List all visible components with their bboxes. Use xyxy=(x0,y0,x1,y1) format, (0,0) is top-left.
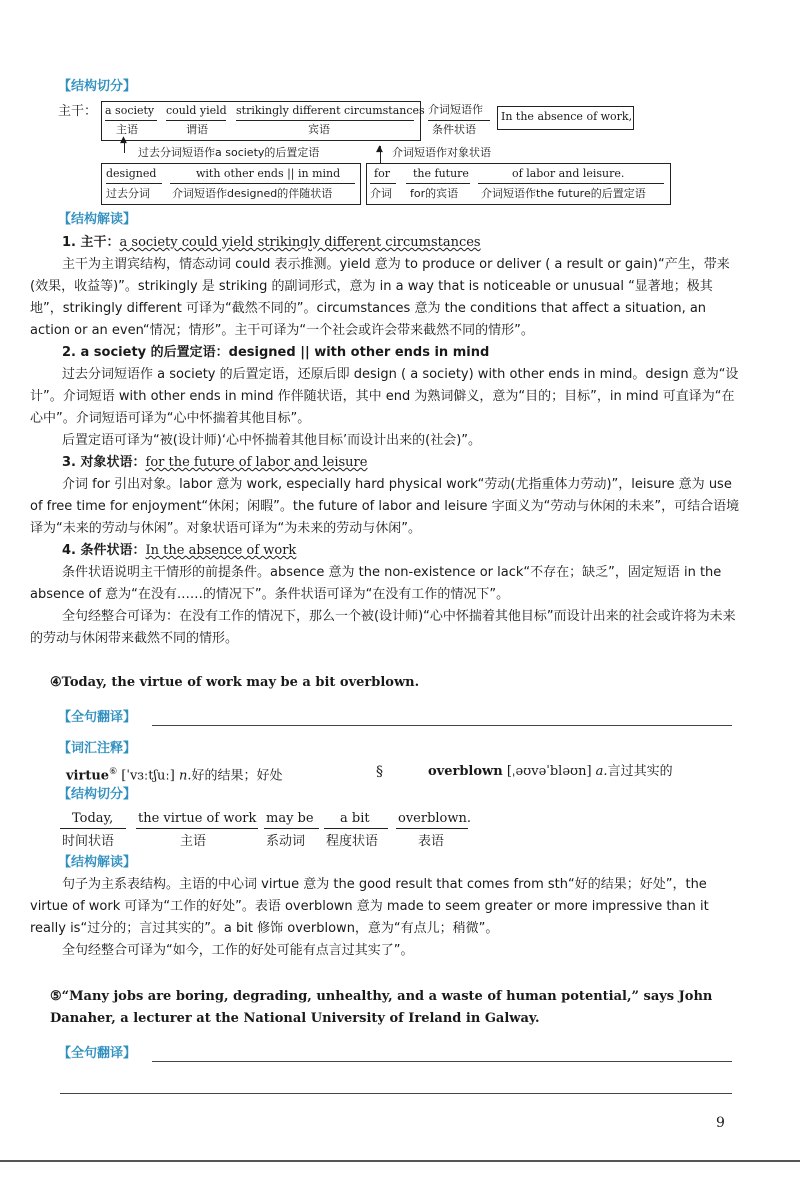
binding-hole-icon: § xyxy=(376,764,383,780)
split-role-1: 时间状语 xyxy=(62,834,115,849)
s4-summary-paragraph: 全句经整合可译为“如今，工作的好处可能有点言过其实了”。 xyxy=(62,943,414,958)
point-4-heading xyxy=(62,540,774,562)
sentence-5-text: “Many jobs are boring, degrading, unhealthy, and a waste of human potential,” says John Danaher, a lecturer at the National University of Ireland in Galway. xyxy=(50,989,713,1026)
main-role-verb: 谓语 xyxy=(186,123,208,136)
attr-word-2: with other ends || in mind xyxy=(196,167,341,180)
page-number: 9 xyxy=(716,1115,725,1131)
point-4-text: In the absence of work xyxy=(145,543,297,558)
point-2-paragraph-b: 后置定语可译为“被(设计师)‘心中怀揣着其他目标’而设计出来的(社会)”。 xyxy=(62,433,482,448)
point-1-heading xyxy=(62,232,774,254)
point-2-heading: 2. a society 的后置定语：designed || with other ends in mind xyxy=(62,345,490,360)
s4-translation-label: 【全句翻译】 xyxy=(58,710,137,725)
split-role-3: 系动词 xyxy=(266,834,306,849)
attr-role-1: 过去分词 xyxy=(106,187,150,200)
underline xyxy=(324,828,388,829)
s5-translation-blank-1[interactable] xyxy=(152,1060,732,1062)
obj-role-1: 介词 xyxy=(370,187,392,200)
s4-reading-paragraph: 句子为主系表结构。主语的中心词 virtue 意为 the good result that comes from sth“好的结果；好处”，the virtue of work 可译为“工作的好处”。表语 overblown 意为 made to seem greater or more impressive than it really is“过分的；言过其实的”。a bit 修饰 overblown，意为“有点儿；稍微”。 xyxy=(30,877,709,936)
point-2-paragraph-a: 过去分词短语作 a society 的后置定语，还原后即 design ( a society) with other ends in mind。design 意为“设计”。介词短语 with other ends in mind 作伴随状语，其中 end 为熟词僻义，意为“目的；目标”，in mind 可直译为“在心中”。介词短语可译为“心中怀揣着其他目标”。 xyxy=(30,367,739,426)
arrow-up-icon: ▲ xyxy=(376,144,383,154)
s5-translation-blank-2[interactable] xyxy=(60,1092,732,1094)
structure-reading-header: 【结构解读】 xyxy=(58,212,137,227)
vocab-word: virtue xyxy=(66,768,110,784)
sentence-5-number: ⑤ xyxy=(50,989,62,1004)
vocab-entry-overblown xyxy=(428,761,673,783)
split-word-5: overblown. xyxy=(398,811,472,826)
cond-role-top: 介词短语作 xyxy=(428,103,483,116)
obj-word-3: of labor and leisure. xyxy=(512,167,625,180)
point-1-text: a society could yield strikingly different circumstances xyxy=(119,235,481,250)
attr-label: 过去分词短语作a society的后置定语 xyxy=(138,146,320,159)
sentence-4 xyxy=(50,672,419,694)
underline xyxy=(406,183,470,184)
underline xyxy=(170,183,355,184)
underline xyxy=(478,183,664,184)
split-role-2: 主语 xyxy=(180,834,207,849)
obj-word-1: for xyxy=(374,167,390,180)
split-word-4: a bit xyxy=(340,811,370,826)
main-word-object: strikingly different circumstances xyxy=(236,104,425,117)
s4-vocab-label: 【词汇注释】 xyxy=(58,741,137,756)
main-role-subject: 主语 xyxy=(116,123,138,136)
point-1-number: 1. 主干： xyxy=(62,235,120,250)
point-4-paragraph-b: 全句经整合可译为：在没有工作的情况下，那么一个被(设计师)“心中怀揣着其他目标”而设计出来的社会或许将为未来的劳动与休闲带来截然不同的情形。 xyxy=(30,609,736,646)
main-word-subject: a society xyxy=(105,104,155,117)
vocab-definition: 言过其实的 xyxy=(607,764,673,779)
s4-split-label: 【结构切分】 xyxy=(58,787,137,802)
split-role-4: 程度状语 xyxy=(326,834,379,849)
point-3-number: 3. 对象状语： xyxy=(62,455,146,470)
arrow-up-icon: ▲ xyxy=(120,135,127,145)
sentence-4-text: Today, the virtue of work may be a bit overblown. xyxy=(61,675,420,690)
sentence-5 xyxy=(50,986,744,1030)
vocab-mark: ⑥ xyxy=(109,767,118,777)
split-word-1: Today, xyxy=(72,811,114,826)
obj-label: 介词短语作对象状语 xyxy=(392,146,491,159)
split-word-3: may be xyxy=(266,811,314,826)
underline xyxy=(166,120,226,121)
vocab-pos: a. xyxy=(595,764,608,779)
vocab-definition: 好的结果；好处 xyxy=(191,768,283,784)
split-word-2: the virtue of work xyxy=(138,811,257,826)
vocab-phonetic: [ˌəʊvəˈbləʊn] xyxy=(506,764,592,779)
point-1-paragraph: 主干为主谓宾结构，情态动词 could 表示推测。yield 意为 to produce or deliver ( a result or gain)“产生，带来(效果，收益等)”。strikingly 是 striking 的副词形式，意为 in a way that is noticeable or unusual “显著地；极其地”，strikingly different 可译为“截然不同的”。circumstances 意为 the conditions that affect a situation, an action or an even“情况；情形”。主干可译为“一个社会或许会带来截然不同的情形”。 xyxy=(30,257,730,338)
underline xyxy=(136,828,258,829)
underline xyxy=(105,120,157,121)
point-3-text: for the future of labor and leisure xyxy=(145,455,368,470)
main-clause-label: 主干： xyxy=(58,104,98,119)
cond-text: In the absence of work, xyxy=(501,110,633,123)
obj-role-2: for的宾语 xyxy=(410,187,459,200)
obj-word-2: the future xyxy=(413,167,469,180)
point-4-number: 4. 条件状语： xyxy=(62,543,146,558)
underline xyxy=(370,183,396,184)
s4-reading-label: 【结构解读】 xyxy=(58,855,137,870)
point-4-paragraph-a: 条件状语说明主干情形的前提条件。absence 意为 the non-existence or lack“不存在；缺乏”，固定短语 in the absence of 意为“在没有……的情况下”。条件状语可译为“在没有工作的情况下”。 xyxy=(30,565,722,602)
split-role-5: 表语 xyxy=(418,834,445,849)
obj-role-3: 介词短语作the future的后置定语 xyxy=(481,187,646,200)
underline xyxy=(428,120,490,121)
vocab-pos: n. xyxy=(179,768,192,784)
vocab-phonetic: [ˈvɜːtʃuː] xyxy=(121,768,175,784)
underline xyxy=(396,828,468,829)
structure-split-header: 【结构切分】 xyxy=(58,79,137,94)
underline xyxy=(60,828,126,829)
main-word-verb: could yield xyxy=(166,104,227,117)
main-role-object: 宾语 xyxy=(308,123,330,136)
underline xyxy=(264,828,319,829)
s4-translation-blank[interactable] xyxy=(152,724,732,726)
vocab-word: overblown xyxy=(428,764,503,779)
sentence-4-number: ④ xyxy=(50,675,62,690)
attr-word-1: designed xyxy=(106,167,157,180)
attr-role-2: 介词短语作designed的伴随状语 xyxy=(172,187,333,200)
cond-role-bottom: 条件状语 xyxy=(432,123,476,136)
s5-translation-label: 【全句翻译】 xyxy=(58,1046,137,1061)
point-3-paragraph: 介词 for 引出对象。labor 意为 work, especially hard physical work“劳动(尤指重体力劳动)”，leisure 意为 use of free time for enjoyment“休闲；闲暇”。the future of labor and leisure 字面义为“劳动与休闲的未来”，可结合语境译为“未来的劳动与休闲”。对象状语可译为“为未来的劳动与休闲”。 xyxy=(30,477,740,536)
underline xyxy=(236,120,414,121)
point-3-heading xyxy=(62,452,774,474)
underline xyxy=(106,183,162,184)
page-bottom-rule xyxy=(0,1160,800,1162)
